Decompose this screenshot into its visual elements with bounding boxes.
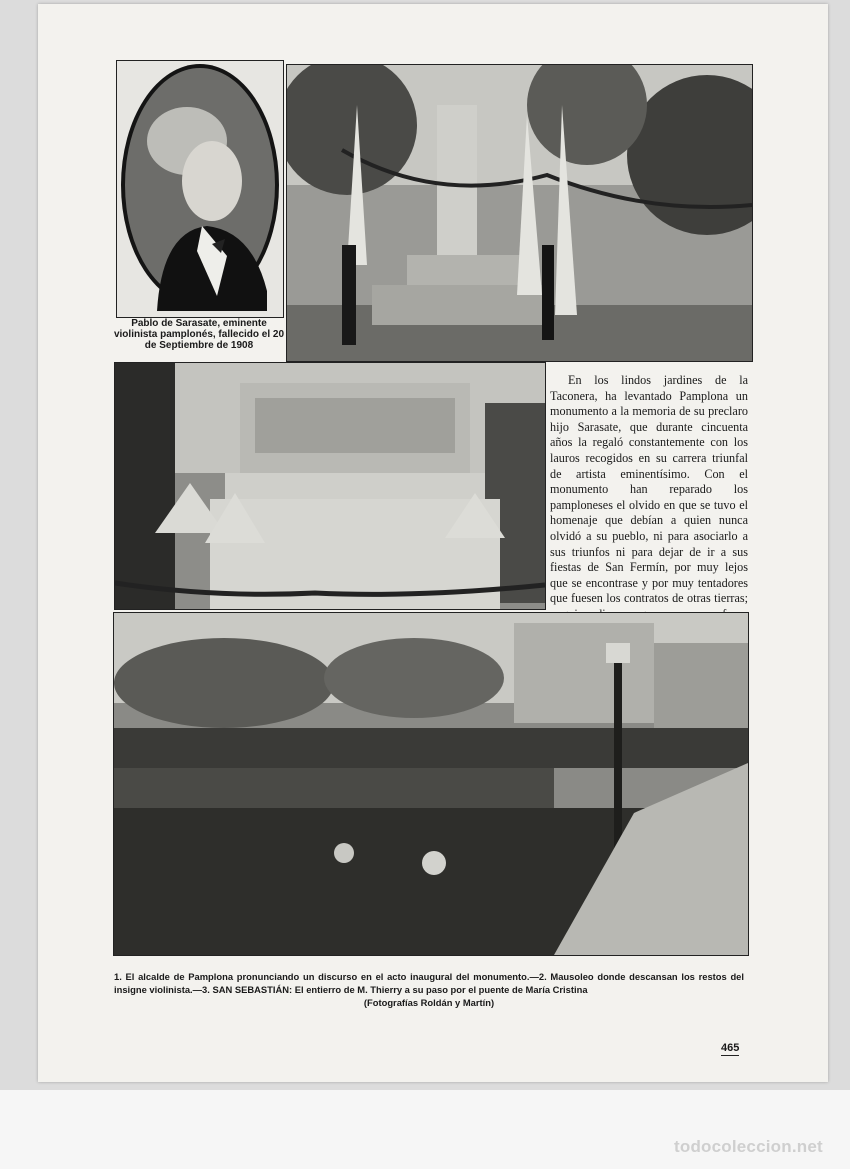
photo-mausoleum xyxy=(114,362,546,610)
portrait-photo-sarasate xyxy=(116,60,284,318)
caption-text: 1. El alcalde de Pamplona pronunciando un discurso en el acto inaugural del monumento.—2. Mausoleo donde descansan los restos del insigne violinista.—3. SAN SEBASTIÁN: El entierro de M. Thierry a su paso por el puente de María Cristina xyxy=(114,971,744,996)
article-text: En los lindos jardines de la Taconera, ha levantado Pamplona un monumento a la memoria de su preclaro hijo Sarasate, que durante cincuenta años la regaló constantemente con los lauros recogidos en su carrera triunfal de artista eminentísimo. Con el monumento han reparado los pamploneses el olvido en que se tuvo el homenaje que debían a quien nunca olvidó a su pueblo, ni para asociarlo a sus triunfos ni para dejar de ir a sus fiestas de San Fermín, por muy lejos que se encontrase y por muy tentadores que fuesen los contratos de otras tierras; xyxy=(550,373,748,606)
portrait-caption: Pablo de Sarasate, eminente violinista pamplonés, fallecido el 20 de Septiembre de 1908 xyxy=(113,318,285,351)
photo-funeral-procession xyxy=(113,612,749,956)
figure-caption xyxy=(114,970,744,1010)
photo-credit: (Fotografías Roldán y Martín) xyxy=(363,997,495,1009)
watermark-text: todocoleccion.net xyxy=(674,1137,823,1156)
photo-monument-inauguration xyxy=(286,64,753,362)
page-number: 465 xyxy=(721,1042,740,1054)
page-bottom-margin xyxy=(0,1090,850,1169)
